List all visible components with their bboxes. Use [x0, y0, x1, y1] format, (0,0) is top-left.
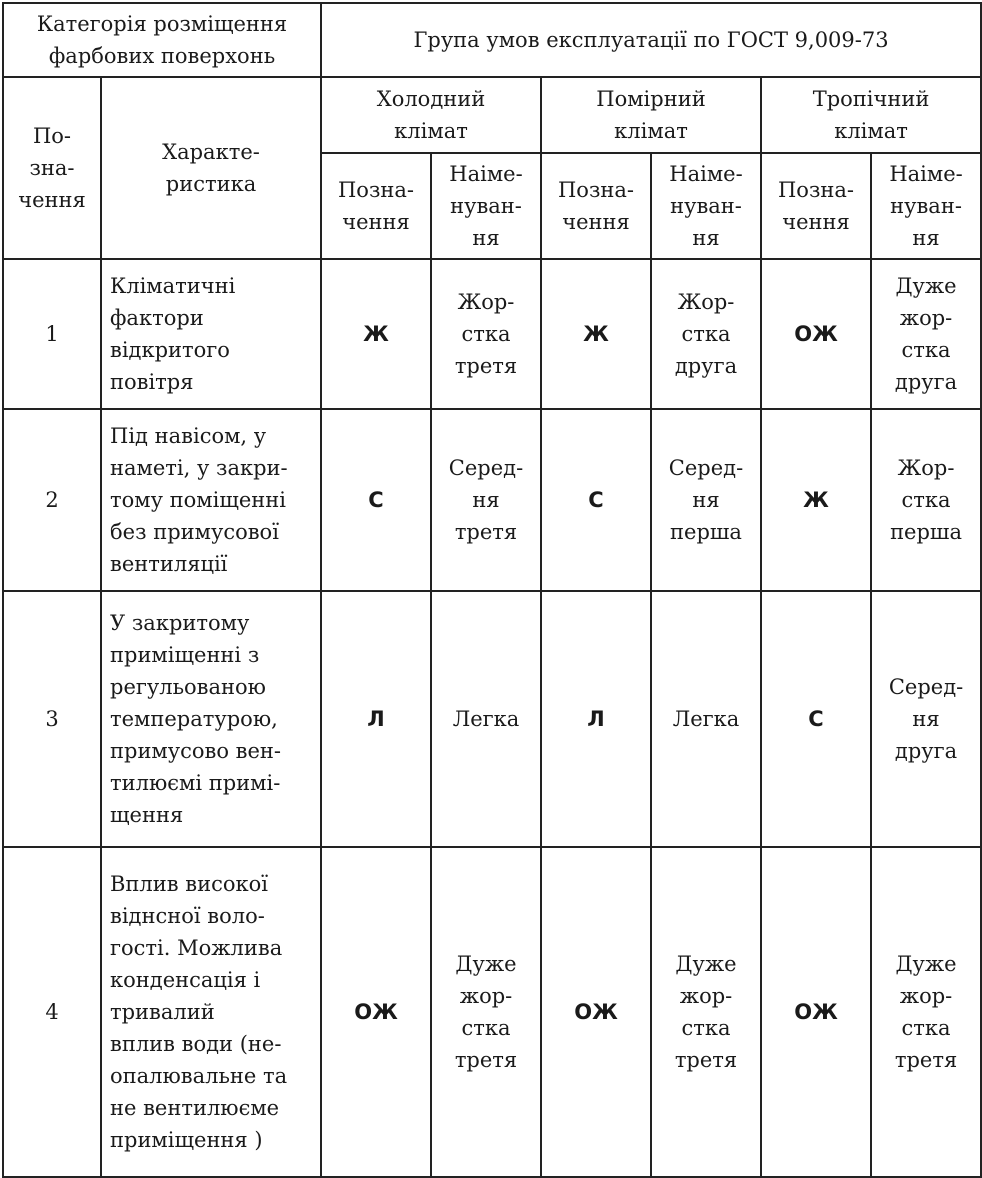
tropical-name: Серед- ня друга: [871, 591, 981, 847]
cold-name: Легка: [431, 591, 541, 847]
cold-code: Л: [321, 591, 431, 847]
moderate-code: Ж: [541, 259, 651, 409]
table-row: [3, 847, 981, 1177]
table-row: [3, 591, 981, 847]
moderate-name-header: Наіме- нуван- ня: [651, 153, 761, 259]
moderate-name: Жор- стка друга: [651, 259, 761, 409]
tropical-name: Дуже жор- стка третя: [871, 847, 981, 1177]
cold-name: Серед- ня третя: [431, 409, 541, 591]
moderate-code: ОЖ: [541, 847, 651, 1177]
table-row: [3, 409, 981, 591]
moderate-name: Серед- ня перша: [651, 409, 761, 591]
table-row: [3, 259, 981, 409]
row-characteristic: У закритому приміщенні з регульованою температурою, примусово вен- тилюємі примі- щення: [101, 591, 321, 847]
climate-header-tropical: Тропічний клімат: [761, 77, 981, 153]
cold-code-header: Позна- чення: [321, 153, 431, 259]
designation-header: По- зна- чення: [3, 77, 101, 259]
moderate-name: Легка: [651, 591, 761, 847]
row-number: 1: [3, 259, 101, 409]
tropical-code-header: Позна- чення: [761, 153, 871, 259]
tropical-name: Жор- стка перша: [871, 409, 981, 591]
tropical-code: ОЖ: [761, 847, 871, 1177]
row-number: 2: [3, 409, 101, 591]
cold-name: Дуже жор- стка третя: [431, 847, 541, 1177]
group-header: Група умов експлуатації по ГОСТ 9,009-73: [321, 3, 981, 77]
climate-header-cold: Холодний клімат: [321, 77, 541, 153]
moderate-code: С: [541, 409, 651, 591]
cold-code: Ж: [321, 259, 431, 409]
moderate-code: Л: [541, 591, 651, 847]
header-row-climates: [3, 77, 981, 153]
row-characteristic: Вплив високої віднсної воло- гості. Можлива конденсація і тривалий вплив води (не- опалювальне та не вентилюєме приміщення ): [101, 847, 321, 1177]
tropical-code: С: [761, 591, 871, 847]
row-number: 3: [3, 591, 101, 847]
tropical-code: Ж: [761, 409, 871, 591]
tropical-name: Дуже жор- стка друга: [871, 259, 981, 409]
cold-code: С: [321, 409, 431, 591]
row-number: 4: [3, 847, 101, 1177]
row-characteristic: Кліматичні фактори відкритого повітря: [101, 259, 321, 409]
cold-name-header: Наіме- нуван- ня: [431, 153, 541, 259]
moderate-name: Дуже жор- стка третя: [651, 847, 761, 1177]
operating-conditions-table: [2, 2, 982, 1178]
characteristic-header: Характе- ристика: [101, 77, 321, 259]
tropical-code: ОЖ: [761, 259, 871, 409]
cold-name: Жор- стка третя: [431, 259, 541, 409]
row-characteristic: Під навісом, у наметі, у закри- тому поміщенні без примусової вентиляції: [101, 409, 321, 591]
category-header: Категорія розміщення фарбових поверхонь: [3, 3, 321, 77]
cold-code: ОЖ: [321, 847, 431, 1177]
climate-header-moderate: Помірний клімат: [541, 77, 761, 153]
moderate-code-header: Позна- чення: [541, 153, 651, 259]
tropical-name-header: Наіме- нуван- ня: [871, 153, 981, 259]
header-row-top: [3, 3, 981, 77]
